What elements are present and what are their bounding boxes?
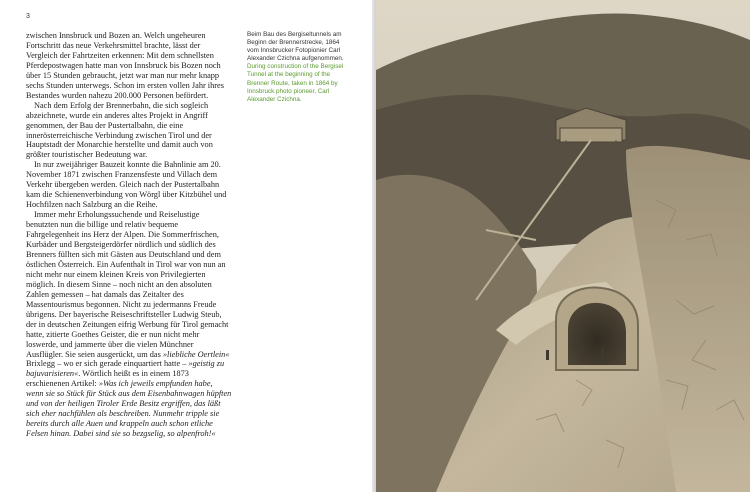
photo-caption — [247, 31, 347, 104]
historic-photo-bergisel-tunnel — [376, 0, 750, 492]
paragraph-4-end: . Wörtlich heißt es in einem 1873 erschienenen Artikel: — [26, 369, 189, 389]
caption-english: During construction of the Bergisel Tunnel at the beginning of the Brenner Route, taken in 1864 by Innsbruck photo pioneer, Carl Alexander Czichna. — [247, 63, 344, 103]
left-page — [0, 0, 372, 492]
paragraph-4-text: Immer mehr Erholungssuchende und Reiselustige benutzten nun die billige und relativ bequeme Fahrgelegenheit ins Herz der Alpen. Die Sommerfrischen, Kurbäder und Bergsteigerdörfer nördlich und südlich des Brenners füllten sich mit Gästen aus Deutschland und dem östlichen Österreich. Ein Aufenthalt in Tirol war von nun an nicht mehr nur einem kleinen Kreis von Privilegierten möglich. In diesem Sinne – noch nicht an den absoluten Zahlen gemessen – hat damals das Zeitalter des Massentourismus begonnen. Nicht zu jedermanns Freude übrigens. Der bayerische Reiseschriftsteller Ludwig Steub, der in deutschen Zeitungen eifrig Werbung für Tirol gemacht hatte, zitierte Goethes Geister, die er nun nicht mehr loswerde, und jammerte über die vielen Münchner Ausflügler. Sie seien ausgerückt, um das — [26, 210, 229, 359]
quote-oertlein: »liebliche Oertlein« — [162, 349, 230, 359]
paragraph-4-mid: Brixlegg – wo er sich gerade einquartiert hatte – — [26, 359, 187, 369]
page-number: 3 — [26, 13, 30, 20]
paragraph-1: zwischen Innsbruck und Bozen an. Welch ungeheuren Fortschritt das neue Verkehrsmittel brachte, lässt der Vergleich der Fahrtzeiten erkennen: Mit dem schnellsten Pferdepostwagen hatte man von Innsbruck bis Bozen noch über 15 Stunden gebraucht, jetzt war man nur mehr knapp sechs Stunden unterwegs. Schon im ersten vollen Jahr ihres Bestandes wurden nahezu 200.000 Personen befördert. — [26, 31, 224, 100]
quote-bajuvarisieren: »geistig zu bajuvarisieren« — [26, 359, 225, 379]
paragraph-4 — [26, 210, 232, 439]
quote-steub: »Was ich jeweils empfunden habe, wenn sie so Stück für Stück aus dem Eisenbahnwagen hüpften und von der heiligen Tiroler Erde Besitz ergriffen, das läßt sich eher nachfühlen als beschreiben. Nunmehr tripple sie bereits durch alle Auen und krappeln auch schon etliche Felsen hinan. Dabei sind sie so bezgselig, so alpenfroh!« — [26, 379, 232, 439]
body-text — [26, 31, 232, 439]
paragraph-3: In nur zweijähriger Bauzeit konnte die Bahnlinie am 20. November 1871 zwischen Franzensfeste und Villach dem Verkehr übergeben werden. Gleich nach der Pustertalbahn kam die Schienenverbindung von Wörgl über Kitzbühel und Hochfilzen nach Salzburg an die Reihe. — [26, 160, 227, 210]
paragraph-2: Nach dem Erfolg der Brennerbahn, die sich sogleich abzeichnete, wurde ein anderes altes Projekt in Angriff genommen, der Bau der Pustertalbahn, die eine innerösterreichische Verbindung zwischen Tirol und der Hauptstadt der Monarchie herstellte und damit auch von größter touristischer Bedeutung war. — [26, 100, 213, 160]
caption-german: Beim Bau des Bergiseltunnels am Beginn der Brennerstrecke, 1864 vom Innsbrucker Fotopionier Carl Alexander Czichna aufgenommen. — [247, 31, 344, 63]
